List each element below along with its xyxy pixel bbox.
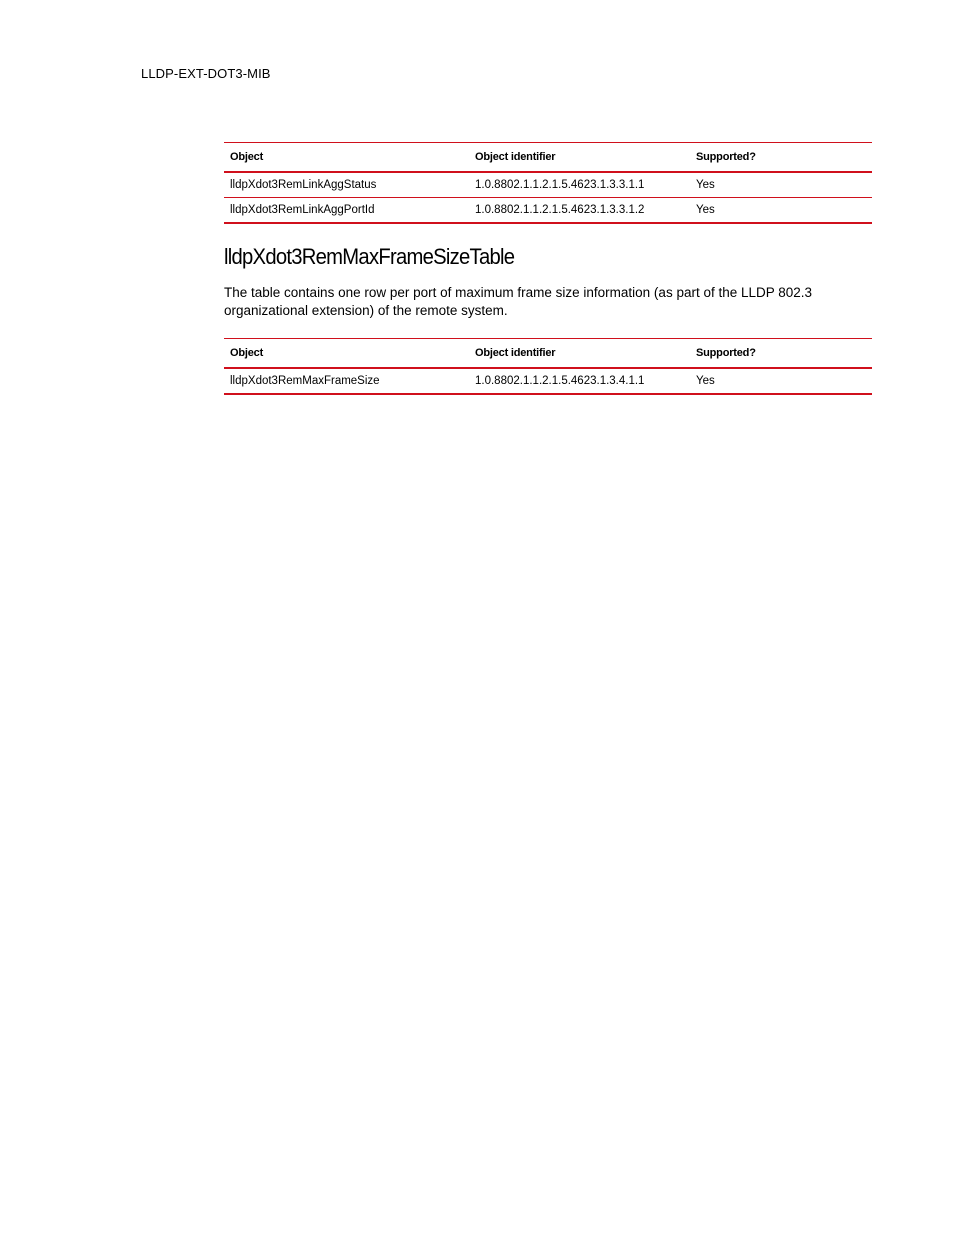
- max-frame-size-table-container: [224, 338, 872, 395]
- column-header-supported: Supported?: [690, 339, 872, 369]
- column-header-object-identifier: Object identifier: [469, 339, 690, 369]
- cell-object-identifier: 1.0.8802.1.1.2.1.5.4623.1.3.3.1.1: [469, 172, 690, 198]
- max-frame-size-table: [224, 338, 872, 395]
- table-row: [224, 198, 872, 224]
- link-agg-table: [224, 142, 872, 224]
- cell-object-identifier: 1.0.8802.1.1.2.1.5.4623.1.3.4.1.1: [469, 368, 690, 394]
- table-row: [224, 368, 872, 394]
- column-header-object-identifier: Object identifier: [469, 143, 690, 173]
- section-title: lldpXdot3RemMaxFrameSizeTable: [224, 244, 515, 269]
- cell-supported: Yes: [690, 198, 872, 224]
- cell-object-identifier: 1.0.8802.1.1.2.1.5.4623.1.3.3.1.2: [469, 198, 690, 224]
- column-header-object: Object: [224, 339, 469, 369]
- table-header-row: [224, 143, 872, 173]
- link-agg-table-container: [224, 142, 872, 224]
- table-header-row: [224, 339, 872, 369]
- table-row: [224, 172, 872, 198]
- section-description: The table contains one row per port of maximum frame size information (as part of the LLDP 802.3 organizational extension) of the remote system.: [224, 285, 813, 318]
- column-header-object: Object: [224, 143, 469, 173]
- column-header-supported: Supported?: [690, 143, 872, 173]
- cell-object: lldpXdot3RemLinkAggStatus: [224, 172, 469, 198]
- cell-object: lldpXdot3RemLinkAggPortId: [224, 198, 469, 224]
- cell-supported: Yes: [690, 368, 872, 394]
- running-header: LLDP-EXT-DOT3-MIB: [141, 66, 271, 81]
- cell-supported: Yes: [690, 172, 872, 198]
- cell-object: lldpXdot3RemMaxFrameSize: [224, 368, 469, 394]
